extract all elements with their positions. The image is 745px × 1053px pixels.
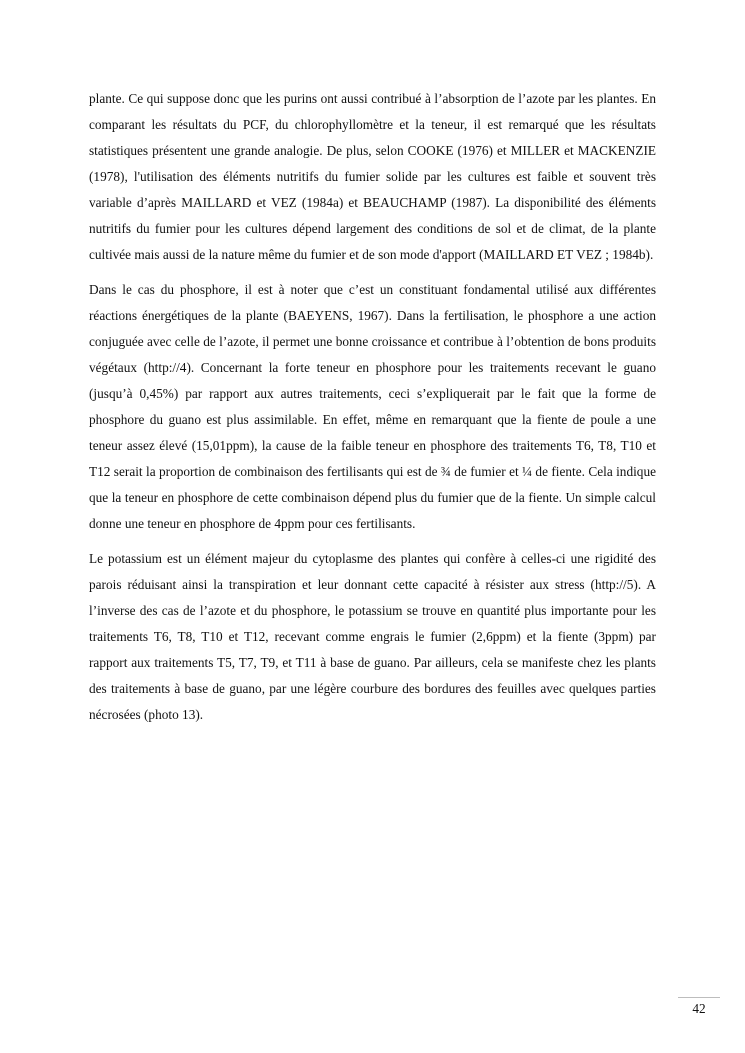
footer-divider — [678, 997, 720, 998]
paragraph-nitrogen-continuation: plante. Ce qui suppose donc que les purins ont aussi contribué à l’absorption de l’azote par les plantes. En comparant les résultats du PCF, du chlorophyllomètre et la teneur, il est remarqué que les résultats statistiques présentent une grande analogie. De plus, selon COOKE (1976) et MILLER et MACKENZIE (1978), l'utilisation des éléments nutritifs du fumier solide par les cultures est faible et souvent très variable d’après MAILLARD et VEZ (1984a) et BEAUCHAMP (1987). La disponibilité des éléments nutritifs du fumier pour les cultures dépend largement des conditions de sol et de climat, de la plante cultivée mais aussi de la nature même du fumier et de son mode d'apport (MAILLARD ET VEZ ; 1984b). — [89, 91, 656, 262]
page-number: 42 — [692, 1001, 706, 1016]
paragraph-phosphorus: Dans le cas du phosphore, il est à noter que c’est un constituant fondamental utilisé aux différentes réactions énergétiques de la plante (BAEYENS, 1967). Dans la fertilisation, le phosphore a une action conjuguée avec celle de l’azote, il permet une bonne croissance et contribue à l’obtention de bons produits végétaux (http://4). Concernant la forte teneur en phosphore pour les traitements recevant le guano (jusqu’à 0,45%) par rapport aux autres traitements, ceci s’expliquerait par le fait que la forme de phosphore du guano est plus assimilable. En effet, même en remarquant que la fiente de poule a une teneur assez élevé (15,01ppm), la cause de la faible teneur en phosphore des traitements T6, T8, T10 et T12 serait la proportion de combinaison des fertilisants qui est de ¾ de fumier et ¼ de fiente. Cela indique que la teneur en phosphore de cette combinaison dépend plus du fumier que de la fiente. Un simple calcul donne une teneur en phosphore de 4ppm pour ces fertilisants. — [89, 282, 656, 531]
paragraph-potassium: Le potassium est un élément majeur du cytoplasme des plantes qui confère à celles-ci une rigidité des parois réduisant ainsi la transpiration et leur donnant cette capacité à résister aux stress (http://5). A l’inverse des cas de l’azote et du phosphore, le potassium se trouve en quantité plus importante pour les traitements T6, T8, T10 et T12, recevant comme engrais le fumier (2,6ppm) et la fiente (3ppm) par rapport aux traitements T5, T7, T9, et T11 à base de guano. Par ailleurs, cela se manifeste chez les plants des traitements à base de guano, par une légère courbure des bordures des feuilles avec quelques parties nécrosées (photo 13). — [89, 551, 656, 722]
page-body — [89, 86, 656, 737]
